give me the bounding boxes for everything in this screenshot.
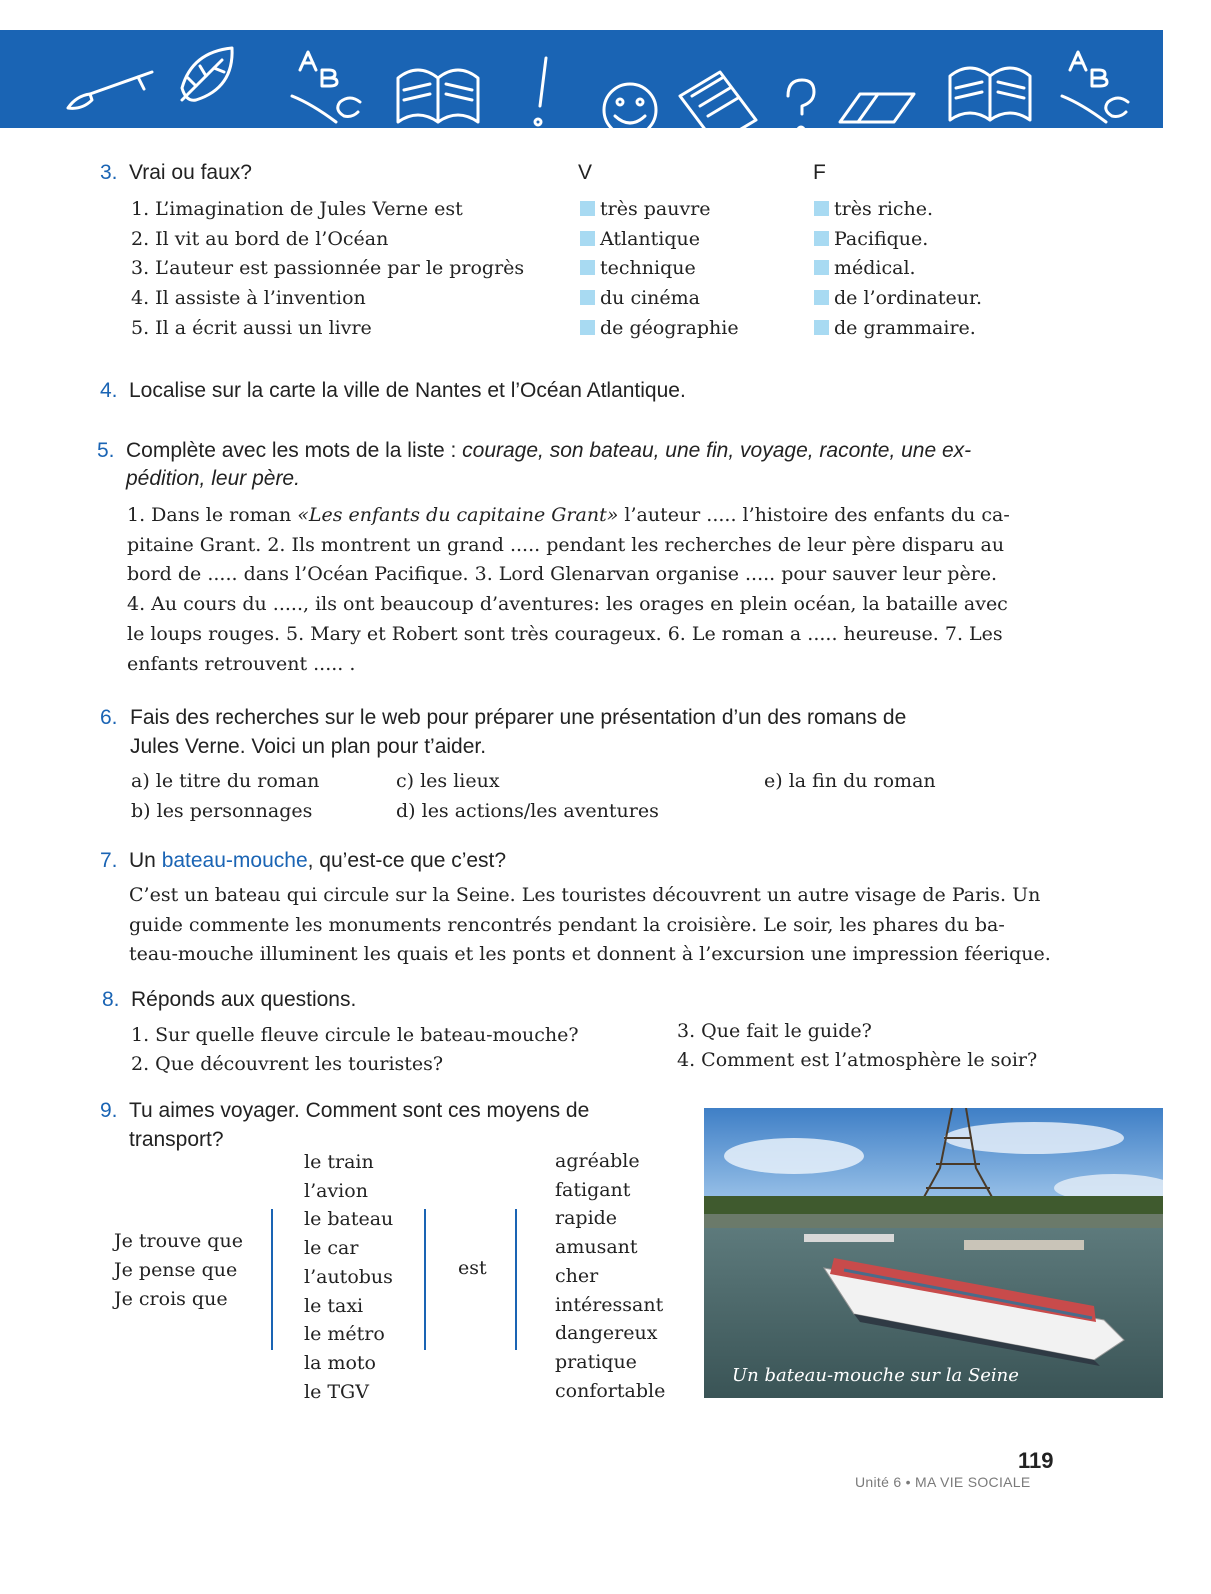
exercise-number: 4. xyxy=(100,379,118,402)
question-icon xyxy=(788,80,814,128)
notebook-icon xyxy=(680,72,756,128)
transport-item: le taxi xyxy=(304,1294,364,1317)
checkbox[interactable] xyxy=(580,260,595,275)
verb: est xyxy=(458,1257,487,1279)
plan-item: e) la fin du roman xyxy=(764,770,936,792)
eraser-icon xyxy=(840,94,914,122)
column-divider xyxy=(515,1209,517,1350)
exercise-number: 3. xyxy=(100,161,118,184)
exercise-title: Un bateau-mouche, qu’est-ce que c’est? xyxy=(129,849,507,872)
open-book-icon xyxy=(950,68,1030,120)
option-v[interactable]: Atlantique xyxy=(580,225,700,255)
checkbox[interactable] xyxy=(814,231,829,246)
fill-in-text-line: 4. Au cours du ....., ils ont beaucoup d’aventures: les orages en plein océan, la bataille avec xyxy=(127,593,1008,615)
open-book-icon xyxy=(398,70,478,122)
word-list-continued: pédition, leur père. xyxy=(126,467,300,490)
option-v[interactable]: de géographie xyxy=(580,314,739,344)
statement-stem: 2. Il vit au bord de l’Océan xyxy=(131,228,389,250)
option-f[interactable]: très riche. xyxy=(814,195,933,225)
transport-item: la moto xyxy=(304,1351,376,1374)
checkbox[interactable] xyxy=(580,320,595,335)
adjective-item: fatigant xyxy=(555,1178,631,1201)
option-f[interactable]: Pacifique. xyxy=(814,225,928,255)
statement-stem: 1. L’imagination de Jules Verne est xyxy=(131,198,463,220)
question-item: 1. Sur quelle fleuve circule le bateau-mouche? xyxy=(131,1024,579,1046)
banner-icons xyxy=(0,30,1163,128)
adjective-item: rapide xyxy=(555,1207,618,1230)
opener-list xyxy=(114,1227,243,1314)
transport-item: l’avion xyxy=(304,1179,368,1202)
fill-in-text-line: pitaine Grant. 2. Ils montrent un grand ..... pendant les recherches de leur père disparu au xyxy=(127,534,1005,556)
adjective-item: intéressant xyxy=(555,1293,664,1316)
exercise-title-continued: transport? xyxy=(129,1128,224,1151)
transport-item: le TGV xyxy=(304,1380,369,1403)
statement-stem: 5. Il a écrit aussi un livre xyxy=(131,317,372,339)
paragraph-line: C’est un bateau qui circule sur la Seine. Les touristes découvrent un autre visage de Paris. Un xyxy=(129,884,1041,906)
option-f[interactable]: de l’ordinateur. xyxy=(814,284,982,314)
paragraph-line: guide commente les monuments rencontrés pendant la croisière. Le soir, les phares du ba- xyxy=(129,914,1005,936)
exercise-number: 7. xyxy=(100,849,118,872)
plan-item: d) les actions/les aventures xyxy=(396,800,659,822)
transport-item: le métro xyxy=(304,1323,385,1346)
paintbrush-icon xyxy=(68,72,152,108)
exercise-number: 9. xyxy=(100,1099,118,1122)
exercise-title: Fais des recherches sur le web pour préparer une présentation d’un des romans de xyxy=(130,706,907,729)
plan-item: b) les personnages xyxy=(131,800,313,822)
checkbox[interactable] xyxy=(580,231,595,246)
transport-item: le car xyxy=(304,1237,359,1260)
plan-item: c) les lieux xyxy=(396,770,500,792)
unit-label: Unité 6 • MA VIE SOCIALE xyxy=(855,1474,1031,1490)
question-item: 4. Comment est l’atmosphère le soir? xyxy=(677,1049,1038,1071)
header-banner xyxy=(0,30,1163,128)
exercise-number: 8. xyxy=(102,988,120,1011)
checkbox[interactable] xyxy=(580,201,595,216)
question-item: 3. Que fait le guide? xyxy=(677,1020,872,1042)
checkbox[interactable] xyxy=(580,290,595,305)
adjective-item: pratique xyxy=(555,1350,637,1373)
adjective-item: agréable xyxy=(555,1150,640,1172)
exclamation-icon xyxy=(535,58,546,125)
column-f-header: F xyxy=(813,161,826,184)
page-number: 119 xyxy=(1018,1448,1054,1473)
exercise-title: Vrai ou faux? xyxy=(129,161,252,184)
bateau-mouche-photo xyxy=(704,1108,1163,1398)
column-v-header: V xyxy=(578,161,593,184)
option-v[interactable]: technique xyxy=(580,254,696,284)
column-divider xyxy=(424,1209,426,1350)
fill-in-text-line: 1. Dans le roman «Les enfants du capitaine Grant» l’auteur ..... l’histoire des enfants du ca- xyxy=(127,504,1010,526)
statement-stem: 3. L’auteur est passionnée par le progrès xyxy=(131,257,525,279)
column-divider xyxy=(271,1209,273,1350)
leaf-icon xyxy=(182,48,232,100)
transport-item: le train xyxy=(304,1151,374,1173)
exercise-instruction: Complète avec les mots de la liste : courage, son bateau, une fin, voyage, raconte, une ex- xyxy=(126,439,972,462)
checkbox[interactable] xyxy=(814,290,829,305)
question-item: 2. Que découvrent les touristes? xyxy=(131,1053,444,1075)
opener-item: Je pense que xyxy=(114,1259,238,1281)
word-list: courage, son bateau, une fin, voyage, raconte, une ex- xyxy=(462,439,972,462)
paragraph-line: teau-mouche illuminent les quais et les ponts et donnent à l’excursion une impression féerique. xyxy=(129,943,1051,965)
photo-illustration xyxy=(704,1108,1163,1398)
novel-title: «Les enfants du capitaine Grant» xyxy=(297,504,619,526)
smiley-icon xyxy=(604,84,656,128)
adjective-list xyxy=(555,1147,665,1405)
opener-item: Je crois que xyxy=(114,1288,228,1310)
exercise-number: 5. xyxy=(97,439,115,462)
option-v[interactable]: très pauvre xyxy=(580,195,711,225)
option-f[interactable]: médical. xyxy=(814,254,916,284)
fill-in-text-line: enfants retrouvent ..... . xyxy=(127,653,356,675)
adjective-item: amusant xyxy=(555,1236,638,1259)
exercise-title: Tu aimes voyager. Comment sont ces moyens de xyxy=(129,1099,590,1122)
photo-caption: Un bateau-mouche sur la Seine xyxy=(732,1365,1019,1386)
adjective-item: confortable xyxy=(555,1379,666,1402)
exercise-title: Localise sur la carte la ville de Nantes et l’Océan Atlantique. xyxy=(129,379,686,402)
option-f[interactable]: de grammaire. xyxy=(814,314,976,344)
statement-stem: 4. Il assiste à l’invention xyxy=(131,287,366,309)
plan-item: a) le titre du roman xyxy=(131,770,320,792)
exercise-title: Réponds aux questions. xyxy=(131,988,357,1011)
transport-item: l’autobus xyxy=(304,1265,393,1288)
fill-in-text-line: le loups rouges. 5. Mary et Robert sont très courageux. 6. Le roman a ..... heureuse. 7. Les xyxy=(127,623,1003,645)
transport-item: le bateau xyxy=(304,1208,394,1231)
exercise-number: 6. xyxy=(100,706,118,729)
option-v[interactable]: du cinéma xyxy=(580,284,700,314)
exercise-title-continued: Jules Verne. Voici un plan pour t’aider. xyxy=(130,735,487,758)
adjective-item: cher xyxy=(555,1264,599,1287)
checkbox[interactable] xyxy=(814,320,829,335)
checkbox[interactable] xyxy=(814,260,829,275)
abc-icon xyxy=(292,52,360,122)
opener-item: Je trouve que xyxy=(114,1230,243,1252)
transport-list xyxy=(304,1148,393,1406)
fill-in-text-line: bord de ..... dans l’Océan Pacifique. 3. Lord Glenarvan organise ..... pour sauver leur père. xyxy=(127,563,998,585)
highlighted-term: bateau-mouche xyxy=(161,849,308,872)
checkbox[interactable] xyxy=(814,201,829,216)
abc-icon xyxy=(1062,52,1128,122)
adjective-item: dangereux xyxy=(555,1322,658,1345)
